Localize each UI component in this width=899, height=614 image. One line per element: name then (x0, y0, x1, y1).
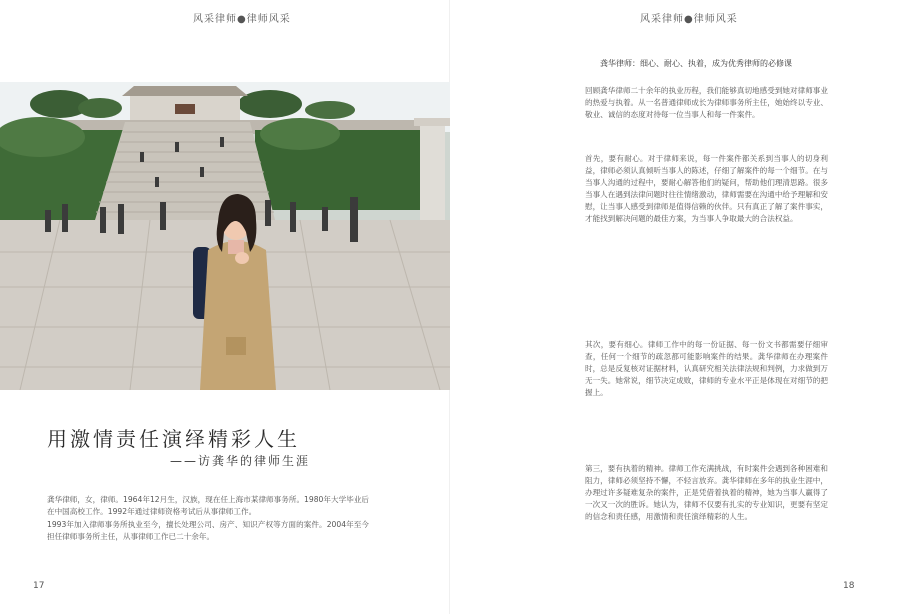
article-subtitle: ——访龚华的律师生涯 (170, 454, 311, 468)
section-heading: 龚华律师：细心、耐心、执着，成为优秀律师的必修课 (600, 59, 792, 68)
body-paragraph: 其次，要有细心。律师工作中的每一份证据、每一份文书都需要仔细审查，任何一个细节的疏忽都可能影响案件的结果。龚华律师在办理案件时，总是反复核对证据材料，认真研究相关法律法规和判例，力求做到万无一失。她常说，细节决定成败，律师的专业水平正是体现在对细节的把握上。 (585, 340, 828, 397)
right-page-number: 18 (843, 581, 855, 591)
article-title: 用激情责任演绎精彩人生 (47, 427, 300, 451)
right-page-header: 风采律师●律师风采 (640, 14, 738, 25)
photo-scene (0, 82, 450, 390)
body-paragraph: 第三，要有执着的精神。律师工作充满挑战，有时案件会遇到各种困难和阻力，律师必须坚持不懈，不轻言放弃。龚华律师在多年的执业生涯中，办理过许多疑难复杂的案件，正是凭借着执着的精神，她为当事人赢得了一次又一次的胜诉。她认为，律师不仅要有扎实的专业知识，更要有坚定的信念和责任感，用激情和责任演绎精彩的人生。 (585, 464, 828, 521)
left-page-number: 17 (33, 581, 45, 591)
body-paragraph: 回顾龚华律师二十余年的执业历程，我们能够真切地感受到她对律师事业的热爱与执着。从一名普通律师成长为律师事务所主任，她始终以专业、敬业、诚信的态度对待每一位当事人和每一件案件。 (585, 86, 828, 119)
body-paragraph: 首先，要有耐心。对于律师来说，每一件案件都关系到当事人的切身利益，律师必须认真倾听当事人的陈述，仔细了解案件的每一个细节。在与当事人沟通的过程中，要耐心解答他们的疑问，帮助他们理清思路。很多当事人在遇到法律问题时往往情绪激动，律师需要在沟通中给予理解和安慰，让当事人感受到律师是值得信赖的伙伴。只有真正了解了案件事实，才能找到解决问题的最佳方案，为当事人争取最大的合法权益。 (585, 154, 828, 223)
portrait-photo (0, 82, 450, 390)
intro-paragraph: 1993年加入律师事务所执业至今，擅长处理公司、房产、知识产权等方面的案件。2004年至今担任律师事务所主任，从事律师工作已二十余年。 (47, 520, 369, 541)
intro-paragraph: 龚华律师，女，律师。1964年12月生，汉族，现在任上海市某律师事务所。1980年大学毕业后在中国高校工作。1992年通过律师资格考试后从事律师工作。 (47, 495, 369, 516)
left-page-header: 风采律师●律师风采 (193, 14, 291, 25)
